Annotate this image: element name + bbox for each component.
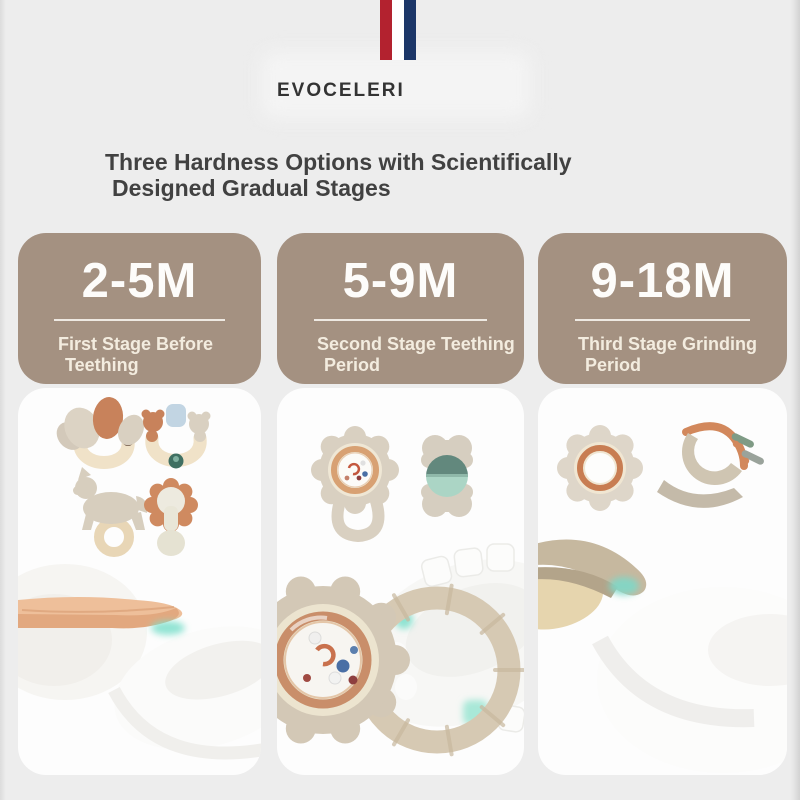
leaf-ring-teether [51, 396, 149, 463]
stage-3-subtitle-line1: Third Stage Grinding [578, 333, 757, 354]
page-title [105, 149, 572, 201]
stage-2-product-photo [277, 388, 524, 775]
stage-3-subtitle [538, 334, 787, 376]
brand-name: EVOCELERI [277, 80, 405, 101]
lion-rattle-teether [144, 478, 198, 556]
divider-line [575, 319, 749, 321]
divider-line [314, 319, 487, 321]
flag-stripe-red [380, 0, 392, 60]
stage-1-product-photo [18, 388, 261, 775]
page-title-line2: Designed Gradual Stages [112, 175, 391, 201]
stage-3-age-range: 9-18M [590, 254, 735, 308]
page-title-line1: Three Hardness Options with Scientifically [105, 149, 572, 175]
brand-flag-ribbon-icon [380, 0, 416, 60]
crescent-grinding-teether [657, 426, 765, 508]
stage-card-1 [18, 233, 261, 384]
stage-3-product-photo [538, 388, 787, 775]
stage-2-subtitle [277, 334, 524, 376]
divider-line [54, 319, 224, 321]
stage-1-teether-set-illustration [18, 388, 261, 775]
stage-2-header [277, 233, 524, 384]
soft-teether-closeup-photo [18, 564, 261, 770]
stage-2-subtitle-line2: Period [324, 354, 381, 375]
stage-1-subtitle-line1: First Stage Before [58, 333, 214, 354]
flag-stripe-white [392, 0, 404, 60]
rattle-gum-massage-photo [277, 529, 524, 758]
stage-1-subtitle [18, 334, 261, 376]
stage-2-teether-set-illustration [277, 388, 524, 775]
stage-card-3 [538, 233, 787, 384]
stage-3-teether-set-illustration [538, 388, 787, 775]
stage-1-subtitle-line2: Teething [65, 354, 139, 375]
flower-rattle-teether [311, 426, 399, 536]
stage-2-subtitle-line1: Second Stage Teething [317, 333, 515, 354]
stage-3-subtitle-line2: Period [585, 354, 642, 375]
stage-1-header [18, 233, 261, 384]
flag-stripe-blue [404, 0, 416, 60]
stage-1-age-range: 2-5M [81, 254, 198, 308]
grinding-teether-closeup-photo [538, 540, 787, 773]
flower-ring-teether [557, 425, 643, 511]
bear-ring-teether [142, 404, 211, 469]
stage-2-age-range: 5-9M [342, 254, 459, 308]
stage-3-header [538, 233, 787, 384]
page-edge-shade-right [790, 0, 800, 800]
page-edge-shade-left [0, 0, 6, 800]
stage-card-2 [277, 233, 524, 384]
bowtie-ball-teether [421, 435, 473, 517]
horse-ring-teether [73, 467, 147, 552]
